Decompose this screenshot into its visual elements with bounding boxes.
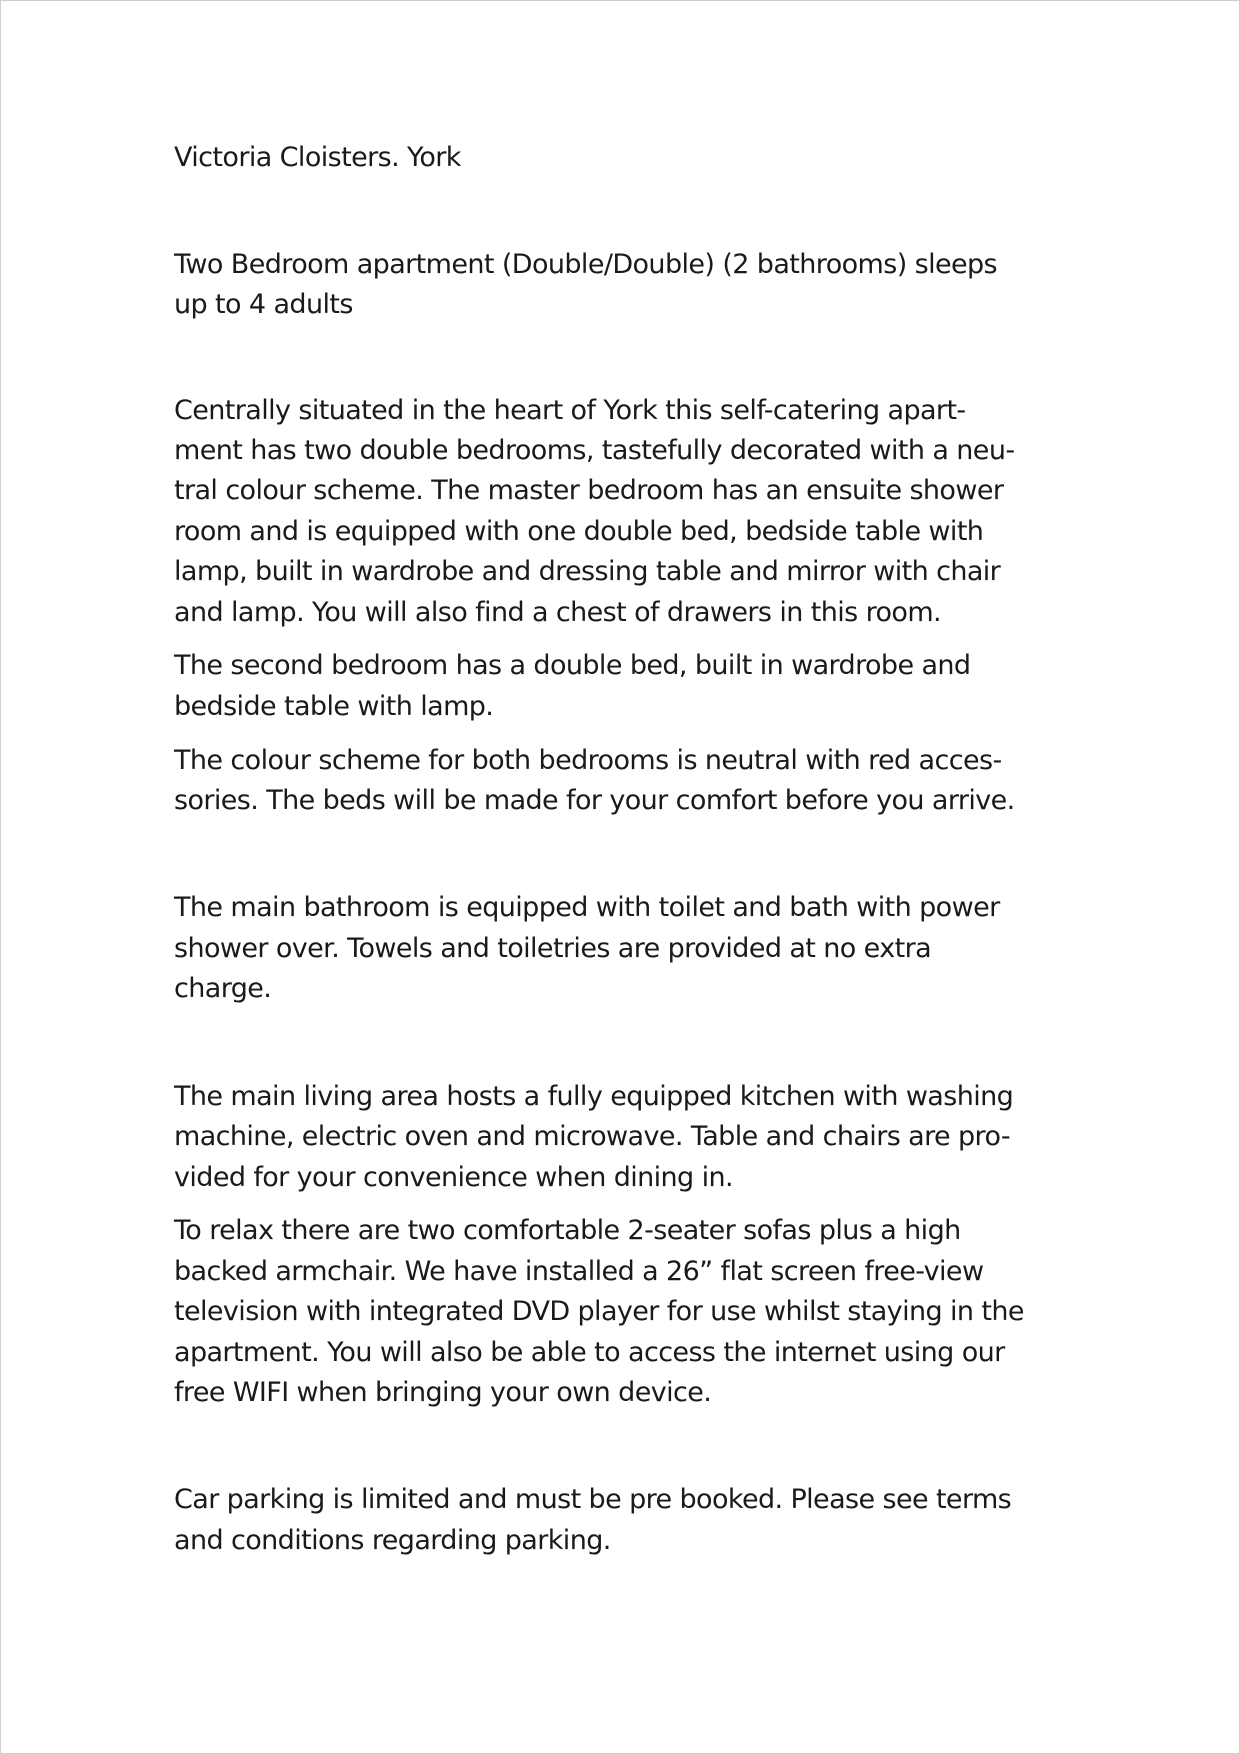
bedrooms-intro-line: ment has two double bedrooms, tastefully decorated with a neu- (174, 435, 1015, 466)
colour-scheme-line: The colour scheme for both bedrooms is neutral with red acces- (174, 745, 1002, 776)
subtitle-line: up to 4 adults (174, 289, 353, 320)
subtitle-line: Two Bedroom apartment (Double/Double) (2 bathrooms) sleeps (174, 249, 998, 280)
living-area-line: The main living area hosts a fully equipped kitchen with washing (174, 1081, 1014, 1112)
relax-line: television with integrated DVD player for use whilst staying in the (174, 1296, 1024, 1327)
relax-line: backed armchair. We have installed a 26” flat screen free-view (174, 1256, 984, 1287)
bedrooms-intro-line: lamp, built in wardrobe and dressing table and mirror with chair (174, 556, 1001, 587)
relax-line: To relax there are two comfortable 2-seater sofas plus a high (174, 1215, 961, 1246)
colour-scheme-line: sories. The beds will be made for your comfort before you arrive. (174, 785, 1015, 816)
second-bedroom-line: bedside table with lamp. (174, 691, 494, 722)
bathroom-line: charge. (174, 973, 272, 1004)
bedrooms-intro-line: room and is equipped with one double bed, bedside table with (174, 516, 984, 547)
bathroom-line: The main bathroom is equipped with toilet and bath with power (174, 892, 1000, 923)
bedrooms-intro-line: tral colour scheme. The master bedroom has an ensuite shower (174, 475, 1004, 506)
second-bedroom-line: The second bedroom has a double bed, built in wardrobe and (174, 650, 971, 681)
relax-line: apartment. You will also be able to access the internet using our (174, 1337, 1005, 1368)
bathroom-line: shower over. Towels and toiletries are provided at no extra (174, 933, 932, 964)
living-area-line: machine, electric oven and microwave. Table and chairs are pro- (174, 1121, 1011, 1152)
relax-line: free WIFI when bringing your own device. (174, 1377, 712, 1408)
living-area-line: vided for your convenience when dining in. (174, 1162, 733, 1193)
parking-line: and conditions regarding parking. (174, 1525, 611, 1556)
bedrooms-intro-line: Centrally situated in the heart of York this self-catering apart- (174, 395, 966, 426)
bedrooms-intro-line: and lamp. You will also find a chest of drawers in this room. (174, 597, 942, 628)
parking-line: Car parking is limited and must be pre booked. Please see terms (174, 1484, 1012, 1515)
document-title: Victoria Cloisters. York (174, 142, 461, 173)
